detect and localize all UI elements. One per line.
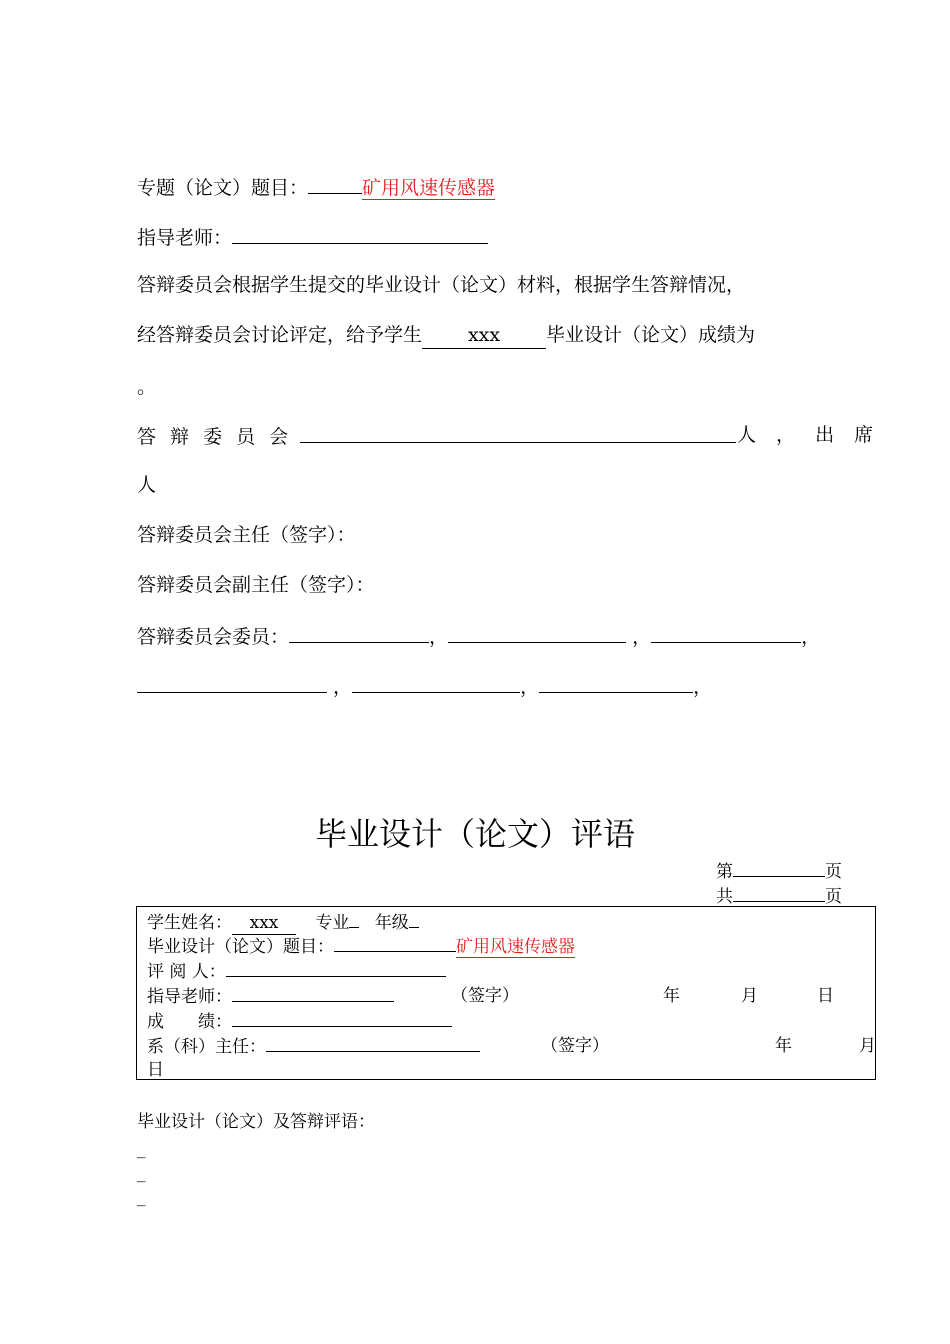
review-advisor-field[interactable]: [232, 985, 394, 1002]
student-name-label: 学生姓名：: [147, 913, 232, 933]
committee-members-line: [137, 622, 820, 650]
member-field-5[interactable]: [352, 672, 520, 693]
score-label: 成 绩：: [147, 1012, 232, 1032]
thesis-topic-label: 毕业设计（论文）题目：: [147, 937, 334, 957]
committee-text-2b: 毕业设计（论文）成绩为: [546, 324, 756, 346]
grade-field[interactable]: [409, 911, 419, 928]
dept-head-year: 年: [775, 1036, 792, 1056]
major-label: 专业: [315, 913, 350, 933]
period: 。: [137, 376, 157, 398]
page-prefix: 第: [716, 862, 733, 882]
total-suffix: 页: [825, 887, 842, 907]
comment-dash-3: _: [137, 1187, 146, 1207]
members-mid: 人 ， 出 席: [737, 424, 874, 446]
review-title: 毕业设计（论文）评语: [314, 815, 635, 853]
advisor-signature-label: （签字）: [451, 986, 519, 1006]
member-field-6[interactable]: [539, 672, 693, 693]
comment-dash-2: _: [137, 1163, 146, 1183]
thesis-topic-line: [147, 935, 575, 958]
director-label: 答辩委员会主任（签字）：: [137, 524, 356, 546]
review-info-box: [136, 906, 876, 1080]
advisor-year: 年: [663, 986, 680, 1006]
comma: ，: [632, 626, 652, 648]
comma: ，: [429, 626, 449, 648]
dept-head-month: 月: [859, 1036, 876, 1056]
page-suffix: 页: [825, 862, 842, 882]
committee-text-2: [137, 322, 755, 349]
members-field[interactable]: [300, 422, 736, 443]
student-name-value: xxx: [232, 912, 296, 935]
committee-members-line-2: [137, 672, 712, 700]
advisor-field[interactable]: [232, 223, 488, 244]
reviewer-field[interactable]: [226, 960, 446, 977]
page-total-line: [716, 885, 842, 908]
dept-head-field[interactable]: [266, 1035, 480, 1052]
comma: ，: [333, 676, 353, 698]
thesis-topic-underline: [334, 935, 456, 952]
members-label: 答 辩 委 员 会: [137, 426, 293, 448]
student-value: xxx: [422, 322, 546, 349]
committee-text-1: 答辩委员会根据学生提交的毕业设计（论文）材料，根据学生答辩情况，: [137, 274, 746, 296]
topic-label: 专题（论文）题目：: [137, 177, 309, 199]
comma: ，: [801, 626, 821, 648]
comma: ，: [693, 676, 713, 698]
score-field[interactable]: [232, 1010, 452, 1027]
page-number-line: [716, 860, 842, 883]
total-prefix: 共: [716, 887, 733, 907]
topic-value: 矿用风速传感器: [362, 177, 496, 199]
comments-label: 毕业设计（论文）及答辩评语：: [137, 1112, 375, 1132]
comma: ，: [520, 676, 540, 698]
dept-head-day: 日: [147, 1060, 164, 1080]
student-name-line: [147, 911, 419, 935]
advisor-label: 指导老师：: [137, 227, 233, 249]
major-field[interactable]: [349, 911, 359, 928]
reviewer-label: 评 阅 人：: [147, 962, 226, 982]
committee-members-label: 答辩委员会委员：: [137, 626, 290, 648]
member-field-2[interactable]: [448, 622, 626, 643]
members-line: [137, 422, 874, 450]
reviewer-line: [147, 960, 446, 983]
member-field-4[interactable]: [137, 672, 327, 693]
members-end: 人: [137, 474, 157, 496]
advisor-day: 日: [817, 986, 834, 1006]
advisor-line: [137, 223, 488, 251]
page-total-field[interactable]: [733, 885, 825, 902]
thesis-topic-value: 矿用风速传感器: [456, 937, 575, 957]
score-line: [147, 1010, 452, 1033]
advisor-month: 月: [741, 986, 758, 1006]
grade-label: 年级: [374, 913, 409, 933]
member-field-1[interactable]: [289, 622, 429, 643]
member-field-3[interactable]: [651, 622, 801, 643]
committee-text-2a: 经答辩委员会讨论评定，给予学生: [137, 324, 423, 346]
comment-dash-1: _: [137, 1139, 146, 1159]
topic-line: [137, 173, 495, 201]
dept-head-signature-label: （签字）: [541, 1036, 609, 1056]
vice-director-label: 答辩委员会副主任（签字）：: [137, 574, 375, 596]
review-advisor-label: 指导老师：: [147, 987, 232, 1007]
advisor-sign-line: [147, 985, 867, 1008]
topic-underline: [308, 173, 362, 194]
page-number-field[interactable]: [733, 860, 825, 877]
dept-head-line: [147, 1035, 876, 1058]
dept-head-label: 系（科）主任：: [147, 1037, 266, 1057]
